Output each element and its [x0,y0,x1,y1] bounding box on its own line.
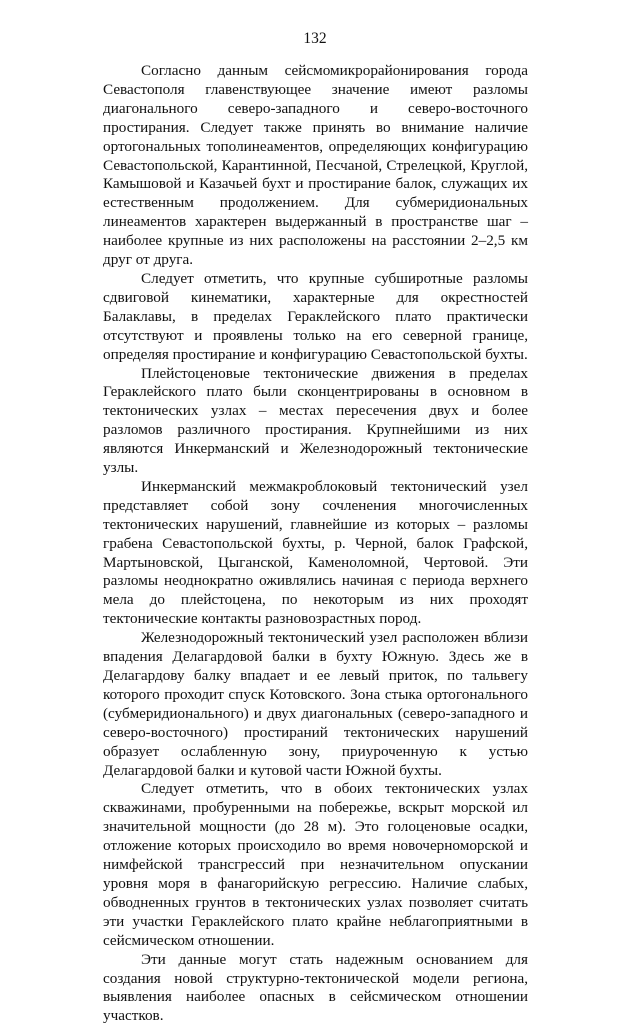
paragraph-seismic-zoning: Согласно данным сейсмомикрорайонирования города Севастополя главенствующее значение имеют разломы диагонального северо-западного и северо-восточного простирания. Следует также принять во внимание наличие ортогональных тополинеаментов, определяющих конфигурацию Севастопольской, Карантинной, Песчаной, Стрелецкой, Круглой, Камышовой и Казачьей бухт и простирание балок, служащих их естественным продолжением. Для субмеридиональных линеаментов характерен выдержанный в пространстве шаг – наиболее крупные из них расположены на расстоянии 2–2,5 км друг от друга. [103,62,528,269]
paragraph-marine-silt: Следует отметить, что в обоих тектонических узлах скважинами, пробуренными на побережье, вскрыт морской ил значительной мощности (до 28 м). Это голоценовые осадки, отложение которых происходило во время новочерноморской и нимфейской трансгрессий при незначительном опускании уровня моря в фанагорийскую регрессию. Наличие слабых, обводненных грунтов в тектонических узлах позволяет считать эти участки Гераклейского плато крайне неблагоприятными в сейсмическом отношении. [103,780,528,949]
paragraph-railway-node: Железнодорожный тектонический узел расположен вблизи впадения Делагардовой балки в бухту Южную. Здесь же в Делагардову балку впадает и ее левый приток, по тальвегу которого проходит спуск Котовского. Зона стыка ортогонального (субмеридионального) и двух диагональных (северо-западного и северо-восточного) простираний тектонических нарушений образует ослабленную зону, приуроченную к устью Делагардовой балки и кутовой части Южной бухты. [103,629,528,779]
paragraph-strike-slip-faults: Следует отметить, что крупные субширотные разломы сдвиговой кинематики, характерные для окрестностей Балаклавы, в пределах Гераклейского плато практически отсутствуют и проявлены только на его северной границе, определяя простирание и конфигурацию Севастопольской бухты. [103,269,528,363]
paragraph-pleistocene-movements: Плейстоценовые тектонические движения в пределах Гераклейского плато были сконцентрированы в основном в тектонических узлах – местах пересечения двух и более разломов различного простирания. Крупнейшими из них являются Инкерманский и Железнодорожный тектонические узлы. [103,364,528,477]
paragraph-conclusion: Эти данные могут стать надежным основанием для создания новой структурно-тектонической модели региона, выявления наиболее опасных в сейсмическом отношении участков. [103,950,528,1025]
page-number: 132 [303,30,327,47]
body-text [103,62,528,1026]
paragraph-inkerman-node: Инкерманский межмакроблоковый тектонический узел представляет собой зону сочленения многочисленных тектонических нарушений, главнейшие из которых – разломы грабена Севастопольской бухты, р. Черной, балок Графской, Мартыновской, Цыганской, Каменоломной, Чертовой. Эти разломы неоднократно оживлялись начиная с периода верхнего мела до плейстоцена, по некоторым из них проходят тектонические контакты разновозрастных пород. [103,477,528,628]
